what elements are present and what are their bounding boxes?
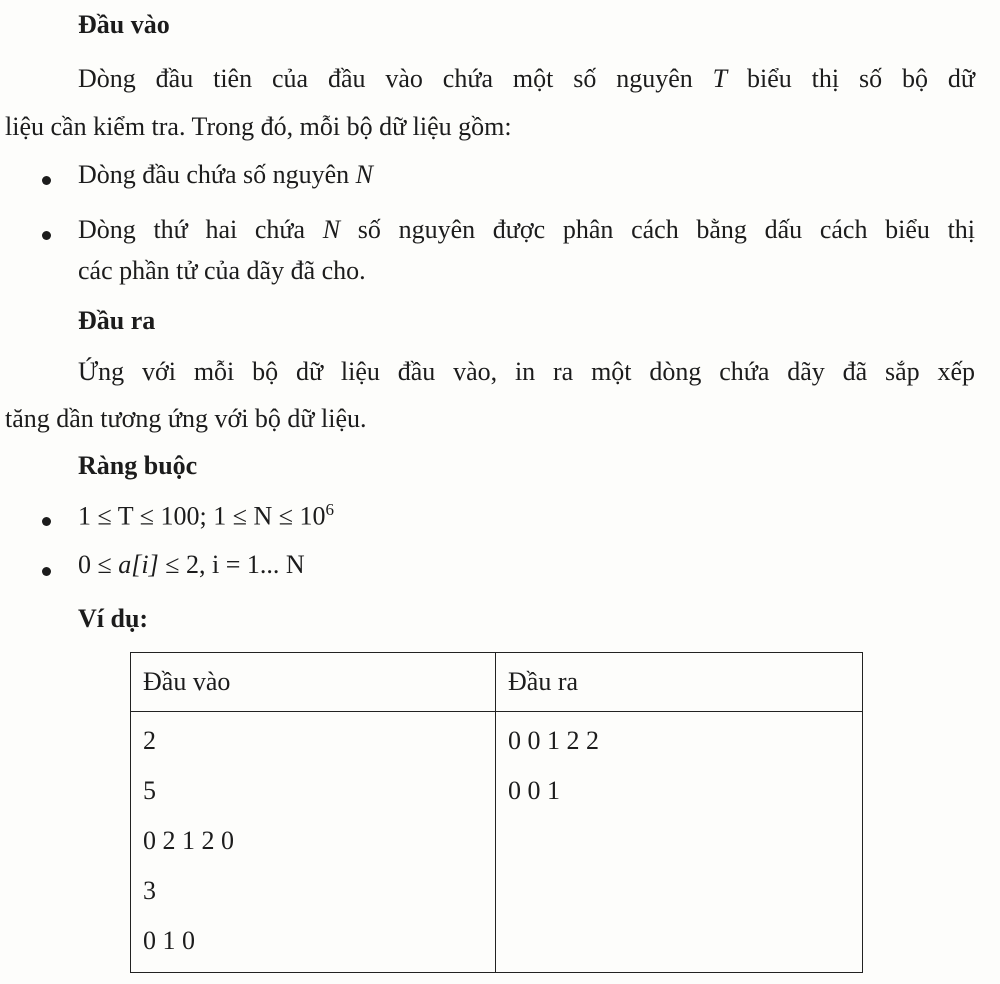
bullet-icon	[42, 517, 51, 526]
input-cell	[131, 712, 496, 973]
input-line: 5	[143, 776, 156, 805]
constraint-2-pre: 0 ≤	[78, 550, 119, 579]
output-paragraph-line2: tăng dần tương ứng với bộ dữ liệu.	[5, 404, 367, 433]
output-paragraph-line1: Ứng với mỗi bộ dữ liệu đầu vào, in ra một dòng chứa dãy đã sắp xếp	[78, 357, 975, 386]
constraint-2	[78, 550, 305, 580]
input-paragraph-line1	[78, 64, 975, 94]
bullet-2-post: số nguyên được phân cách bằng dấu cách biểu thị	[357, 215, 976, 244]
var-N: N	[322, 215, 341, 244]
output-line: 0 0 1 2 2	[508, 726, 599, 755]
output-cell	[496, 712, 863, 973]
input-line: 0 1 0	[143, 926, 195, 955]
input-paragraph-line2: liệu cần kiểm tra. Trong đó, mỗi bộ dữ liệu gồm:	[5, 112, 512, 141]
bullet-icon	[42, 231, 51, 240]
input-heading: Đầu vào	[78, 10, 170, 39]
var-N: N	[355, 160, 373, 189]
output-line: 0 0 1	[508, 776, 560, 805]
header-output: Đầu ra	[496, 653, 863, 712]
table-row	[131, 712, 863, 973]
input-paragraph-text: Dòng đầu tiên của đầu vào chứa một số nguyên	[78, 64, 693, 93]
constraint-1-exponent: 6	[325, 500, 335, 519]
bullet-1	[78, 160, 373, 190]
constraint-1	[78, 500, 334, 532]
var-T: T	[712, 64, 728, 93]
example-heading: Ví dụ:	[78, 604, 149, 633]
output-heading: Đầu ra	[78, 306, 156, 335]
bullet-2-line1	[78, 215, 975, 245]
bullet-icon	[42, 567, 51, 576]
constraint-1-text: 1 ≤ T ≤ 100; 1 ≤ N ≤ 10	[78, 501, 326, 531]
constraints-heading: Ràng buộc	[78, 451, 198, 480]
bullet-2-line2: các phần tử của dãy đã cho.	[78, 256, 366, 285]
bullet-2-pre: Dòng thứ hai chứa	[78, 215, 306, 244]
input-line: 2	[143, 726, 156, 755]
example-table	[130, 652, 863, 973]
header-input: Đầu vào	[131, 653, 496, 712]
input-paragraph-tail: biểu thị số bộ dữ	[747, 64, 975, 93]
bullet-1-text: Dòng đầu chứa số nguyên	[78, 160, 350, 189]
var-a-i: a[i]	[118, 550, 159, 579]
input-line: 0 2 1 2 0	[143, 826, 234, 855]
input-line: 3	[143, 876, 156, 905]
constraint-2-post: ≤ 2, i = 1... N	[158, 550, 305, 579]
bullet-icon	[42, 176, 51, 185]
table-header-row	[131, 653, 863, 712]
